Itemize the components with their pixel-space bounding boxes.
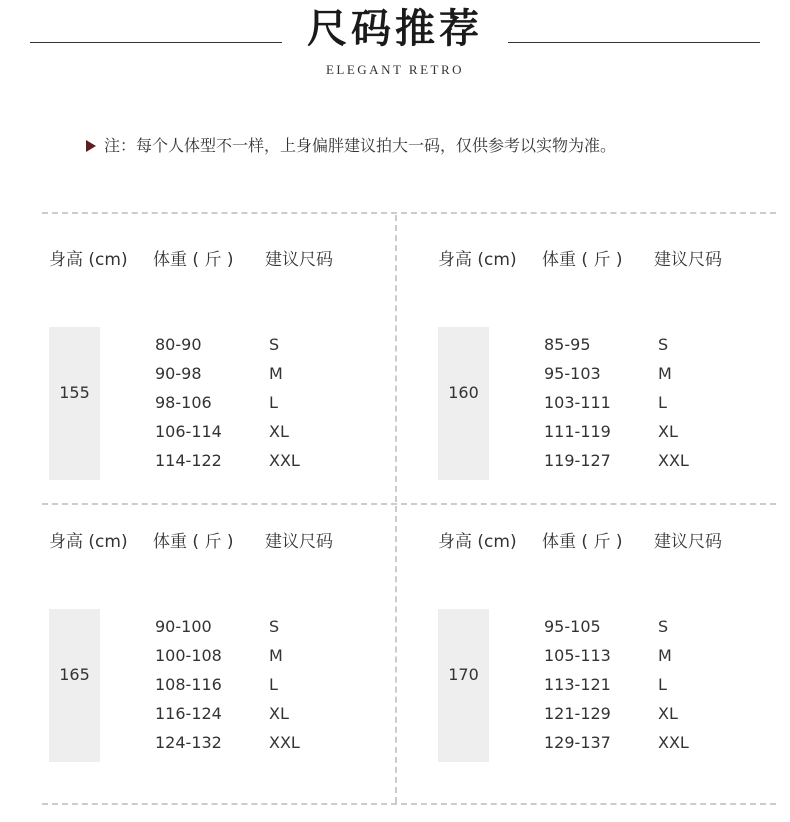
weight-range: 121-129 [544, 704, 611, 723]
weight-range: 80-90 [155, 335, 202, 354]
divider-top [42, 212, 776, 214]
column-header-size: 建议尺码 [265, 532, 333, 552]
size-label: S [658, 617, 669, 636]
table-row [431, 335, 790, 364]
weight-range: 106-114 [155, 422, 222, 441]
table-row [42, 646, 432, 675]
size-label: XXL [658, 451, 689, 470]
height-value: 170 [448, 665, 479, 684]
size-label: S [269, 617, 280, 636]
column-header-height: 身高 (cm) [438, 532, 517, 552]
column-header-weight: 体重 ( 斤 ) [153, 532, 234, 552]
size-label: L [269, 393, 278, 412]
size-label: L [658, 675, 667, 694]
column-header-height: 身高 (cm) [438, 250, 517, 270]
title-line-right [508, 42, 760, 43]
size-label: M [658, 646, 672, 665]
column-header-weight: 体重 ( 斤 ) [153, 250, 234, 270]
size-label: M [269, 646, 283, 665]
page-subtitle: ELEGANT RETRO [325, 62, 465, 77]
table-row [431, 733, 790, 762]
table-row [431, 422, 790, 451]
table-row [42, 335, 432, 364]
table-row [42, 422, 432, 451]
size-label: S [658, 335, 669, 354]
size-label: XL [269, 704, 289, 723]
size-label: L [269, 675, 278, 694]
size-note [86, 133, 616, 156]
weight-range: 90-98 [155, 364, 202, 383]
size-label: S [269, 335, 280, 354]
weight-range: 116-124 [155, 704, 222, 723]
weight-range: 113-121 [544, 675, 611, 694]
table-row [431, 646, 790, 675]
triangle-arrow-icon [86, 140, 96, 152]
table-row [42, 675, 432, 704]
size-label: XL [658, 704, 678, 723]
weight-range: 98-106 [155, 393, 212, 412]
size-label: XXL [658, 733, 689, 752]
size-table-160 [431, 215, 790, 501]
weight-range: 90-100 [155, 617, 212, 636]
weight-range: 114-122 [155, 451, 222, 470]
table-row [42, 364, 432, 393]
weight-range: 103-111 [544, 393, 611, 412]
title-line-left [30, 42, 282, 43]
table-row [431, 704, 790, 733]
weight-range: 95-103 [544, 364, 601, 383]
weight-range: 108-116 [155, 675, 222, 694]
size-label: XXL [269, 451, 300, 470]
table-row [431, 617, 790, 646]
weight-range: 100-108 [155, 646, 222, 665]
weight-range: 111-119 [544, 422, 611, 441]
size-label: M [269, 364, 283, 383]
size-table-155 [42, 215, 432, 501]
weight-range: 85-95 [544, 335, 591, 354]
weight-range: 95-105 [544, 617, 601, 636]
table-row [42, 704, 432, 733]
column-header-size: 建议尺码 [654, 532, 722, 552]
table-row [431, 451, 790, 480]
table-row [431, 675, 790, 704]
weight-range: 124-132 [155, 733, 222, 752]
page-title: 尺码推荐 [307, 5, 483, 52]
height-value: 165 [59, 665, 90, 684]
size-label: XL [658, 422, 678, 441]
table-row [431, 393, 790, 422]
size-label: XL [269, 422, 289, 441]
column-header-size: 建议尺码 [265, 250, 333, 270]
table-row [42, 451, 432, 480]
divider-bottom [42, 803, 776, 805]
size-table-170 [431, 497, 790, 783]
height-value: 155 [59, 383, 90, 402]
height-value: 160 [448, 383, 479, 402]
column-header-size: 建议尺码 [654, 250, 722, 270]
weight-range: 105-113 [544, 646, 611, 665]
size-table-165 [42, 497, 432, 783]
column-header-weight: 体重 ( 斤 ) [542, 250, 623, 270]
table-row [431, 364, 790, 393]
table-row [42, 393, 432, 422]
size-note-text: 注：每个人体型不一样，上身偏胖建议拍大一码，仅供参考以实物为准。 [104, 136, 617, 155]
table-row [42, 617, 432, 646]
weight-range: 119-127 [544, 451, 611, 470]
column-header-height: 身高 (cm) [49, 532, 128, 552]
size-label: L [658, 393, 667, 412]
size-label: M [658, 364, 672, 383]
column-header-height: 身高 (cm) [49, 250, 128, 270]
table-row [42, 733, 432, 762]
column-header-weight: 体重 ( 斤 ) [542, 532, 623, 552]
size-label: XXL [269, 733, 300, 752]
weight-range: 129-137 [544, 733, 611, 752]
